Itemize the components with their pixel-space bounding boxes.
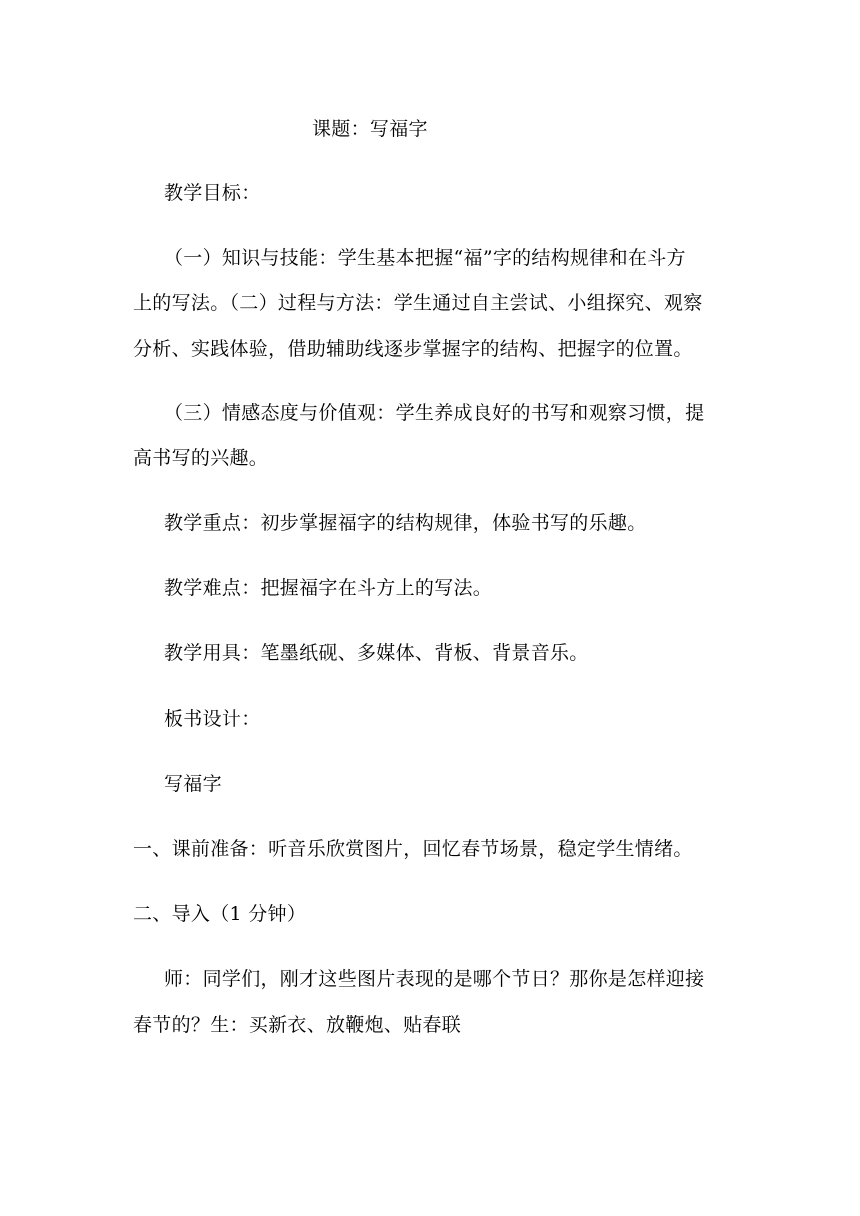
key-points: 教学重点：初步掌握福字的结构规律，体验书写的乐趣。 [164, 512, 647, 534]
step-two: 二、导入（1 分钟） [133, 903, 307, 925]
objective-line-1: （一）知识与技能：学生基本把握“福”字的结构规律和在斗方 [164, 247, 686, 269]
objective-line-2: 上的写法。（二）过程与方法：学生通过自主尝试、小组探究、观察 [133, 292, 703, 314]
board-design-heading: 板书设计： [164, 708, 261, 730]
dialogue-line-2: 春节的？生：买新衣、放鞭炮、贴春联 [133, 1014, 462, 1036]
board-design-content: 写福字 [164, 773, 222, 795]
lesson-title: 课题：写福字 [312, 118, 428, 140]
objectives-heading: 教学目标： [164, 182, 261, 204]
teaching-tools: 教学用具：笔墨纸砚、多媒体、背板、背景音乐。 [164, 642, 589, 664]
objective-three-line-1: （三）情感态度与价值观：学生养成良好的书写和观察习惯，提 [164, 402, 705, 424]
difficulties: 教学难点：把握福字在斗方上的写法。 [164, 577, 493, 599]
step-one: 一、课前准备：听音乐欣赏图片，回忆春节场景，稳定学生情绪。 [133, 838, 693, 860]
objective-line-3: 分析、实践体验，借助辅助线逐步掌握字的结构、把握字的位置。 [133, 338, 693, 360]
dialogue-line-1: 师：同学们，刚才这些图片表现的是哪个节日？那你是怎样迎接 [164, 968, 705, 990]
objective-three-line-2: 高书写的兴趣。 [133, 447, 269, 469]
